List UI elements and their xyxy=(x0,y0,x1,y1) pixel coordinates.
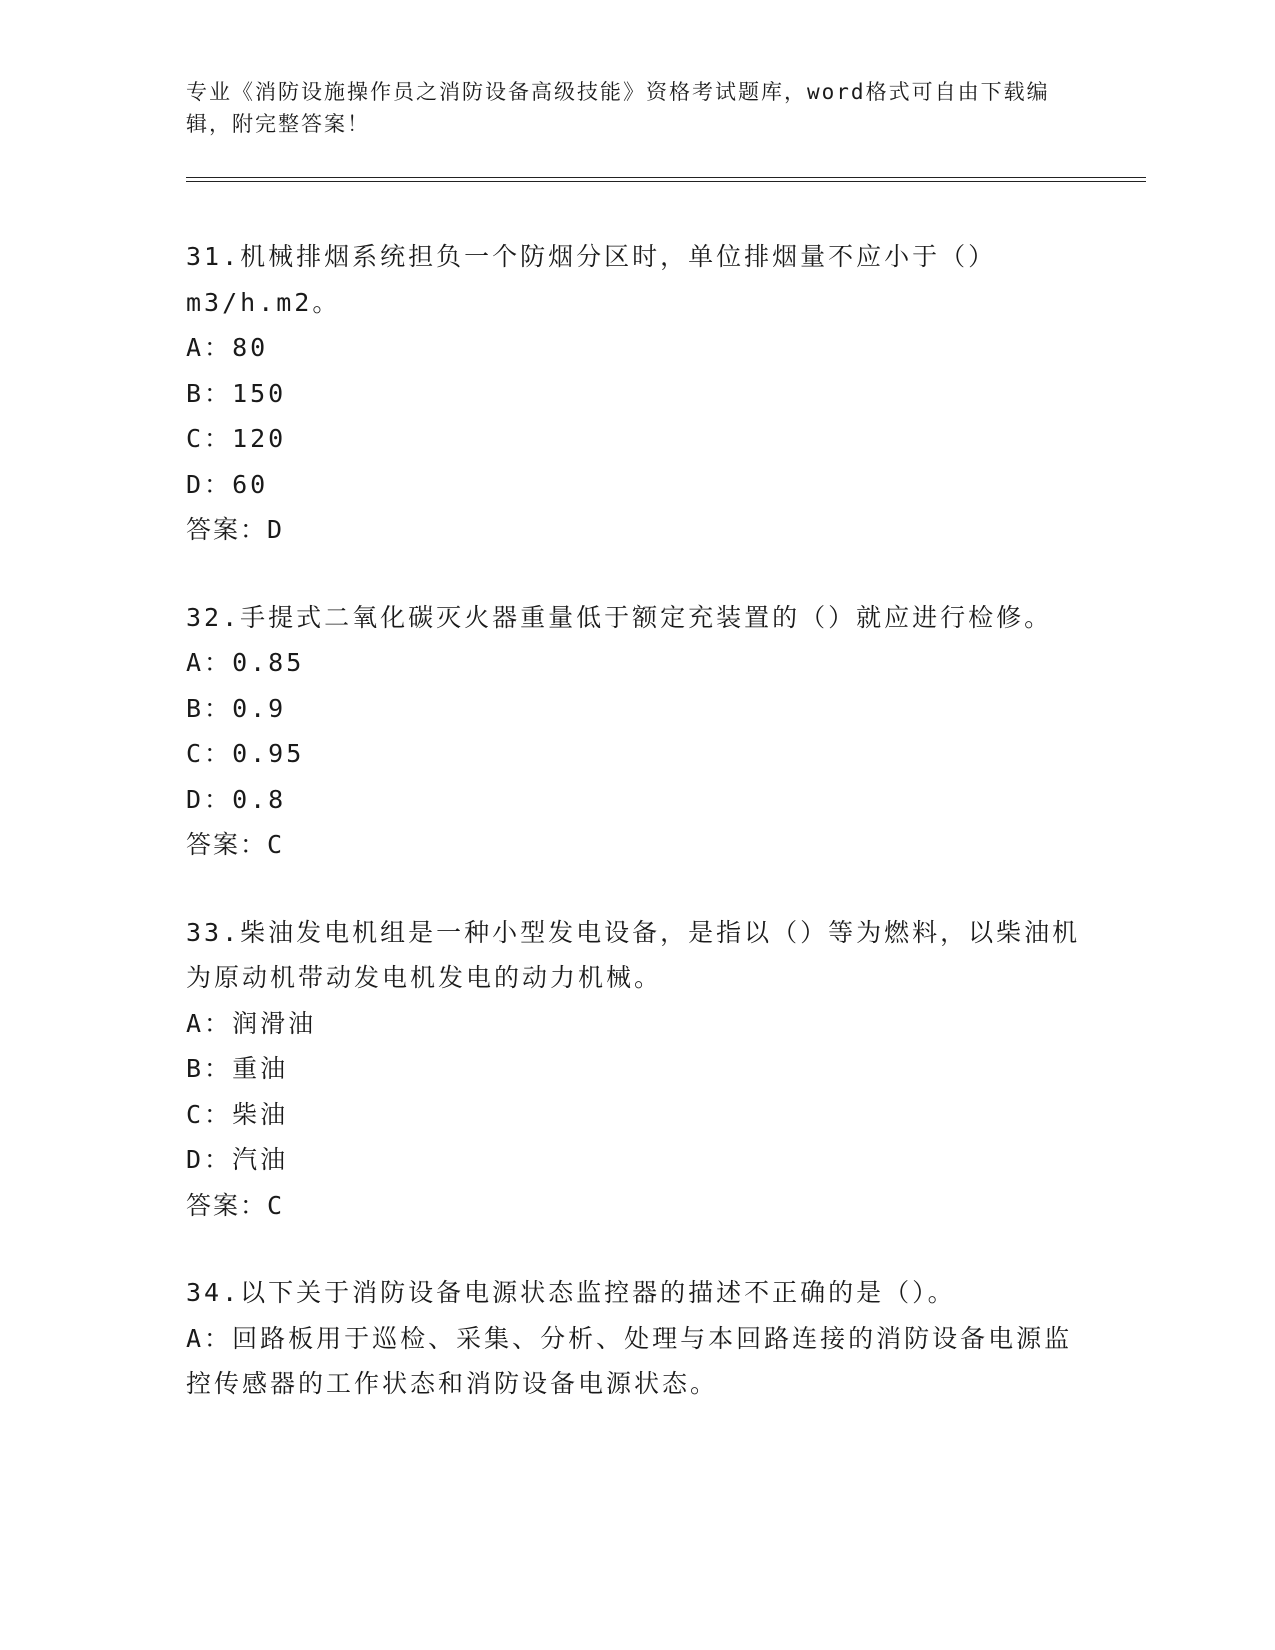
option-label: B： xyxy=(186,1054,233,1083)
header-divider-top xyxy=(186,177,1146,178)
option-b xyxy=(186,686,1086,732)
option-a xyxy=(186,325,1086,371)
option-label: A： xyxy=(186,1008,233,1038)
option-label: A： xyxy=(186,333,233,362)
header-divider-bottom xyxy=(186,181,1146,182)
option-text: 重油 xyxy=(232,1054,289,1083)
answer-line xyxy=(186,507,1086,553)
option-text: 0.85 xyxy=(232,648,305,677)
question-list xyxy=(186,234,1086,1449)
answer-line xyxy=(186,1183,1086,1229)
option-label: C： xyxy=(186,739,233,768)
option-a xyxy=(186,640,1086,686)
option-label: D： xyxy=(186,469,233,499)
question-32 xyxy=(186,595,1086,868)
question-stem: 33.柴油发电机组是一种小型发电设备，是指以（）等为燃料，以柴油机为原动机带动发电机发电的动力机械。 xyxy=(186,917,1081,992)
question-stem: 31.机械排烟系统担负一个防烟分区时，单位排烟量不应小于（）m3/h.m2。 xyxy=(186,242,997,317)
option-text: 80 xyxy=(232,333,269,362)
option-a xyxy=(186,1316,1086,1407)
option-text: 汽油 xyxy=(232,1145,289,1174)
option-label: D： xyxy=(186,784,233,814)
option-text: 润滑油 xyxy=(232,1008,317,1038)
option-label: B： xyxy=(186,378,233,408)
question-stem: 34.以下关于消防设备电源状态监控器的描述不正确的是（）。 xyxy=(186,1278,956,1307)
option-label: D： xyxy=(186,1145,233,1174)
option-text: 120 xyxy=(232,424,287,453)
option-label: C： xyxy=(186,424,233,453)
option-d xyxy=(186,462,1086,508)
option-label: C： xyxy=(186,1099,233,1129)
option-c xyxy=(186,416,1086,462)
option-label: A： xyxy=(186,1323,233,1353)
option-text: 0.8 xyxy=(232,784,287,814)
header-text: 专业《消防设施操作员之消防设备高级技能》资格考试题库，word格式可自由下载编辑，附完整答案！ xyxy=(186,80,1050,136)
option-text: 0.9 xyxy=(232,693,287,723)
answer-label: 答案： xyxy=(186,515,268,544)
option-text: 柴油 xyxy=(232,1099,289,1129)
question-stem: 32.手提式二氧化碳灭火器重量低于额定充装置的（）就应进行检修。 xyxy=(186,602,1053,632)
answer-value: C xyxy=(267,830,285,859)
option-text: 回路板用于巡检、采集、分析、处理与本回路连接的消防设备电源监控传感器的工作状态和消防设备电源状态。 xyxy=(186,1323,1073,1398)
option-label: B： xyxy=(186,693,233,723)
option-c xyxy=(186,731,1086,777)
answer-line xyxy=(186,822,1086,868)
answer-value: D xyxy=(267,515,285,544)
question-33 xyxy=(186,910,1086,1229)
option-b xyxy=(186,371,1086,417)
answer-value: C xyxy=(267,1190,285,1220)
option-text: 60 xyxy=(232,469,269,499)
option-text: 150 xyxy=(232,378,287,408)
option-c xyxy=(186,1092,1086,1138)
option-label: A： xyxy=(186,648,233,677)
option-b xyxy=(186,1046,1086,1092)
document-header xyxy=(186,76,1066,140)
option-text: 0.95 xyxy=(232,739,305,768)
answer-label: 答案： xyxy=(186,830,268,859)
question-31 xyxy=(186,234,1086,553)
question-34 xyxy=(186,1270,1086,1407)
option-a xyxy=(186,1001,1086,1047)
option-d xyxy=(186,777,1086,823)
answer-label: 答案： xyxy=(186,1190,268,1220)
option-d xyxy=(186,1137,1086,1183)
